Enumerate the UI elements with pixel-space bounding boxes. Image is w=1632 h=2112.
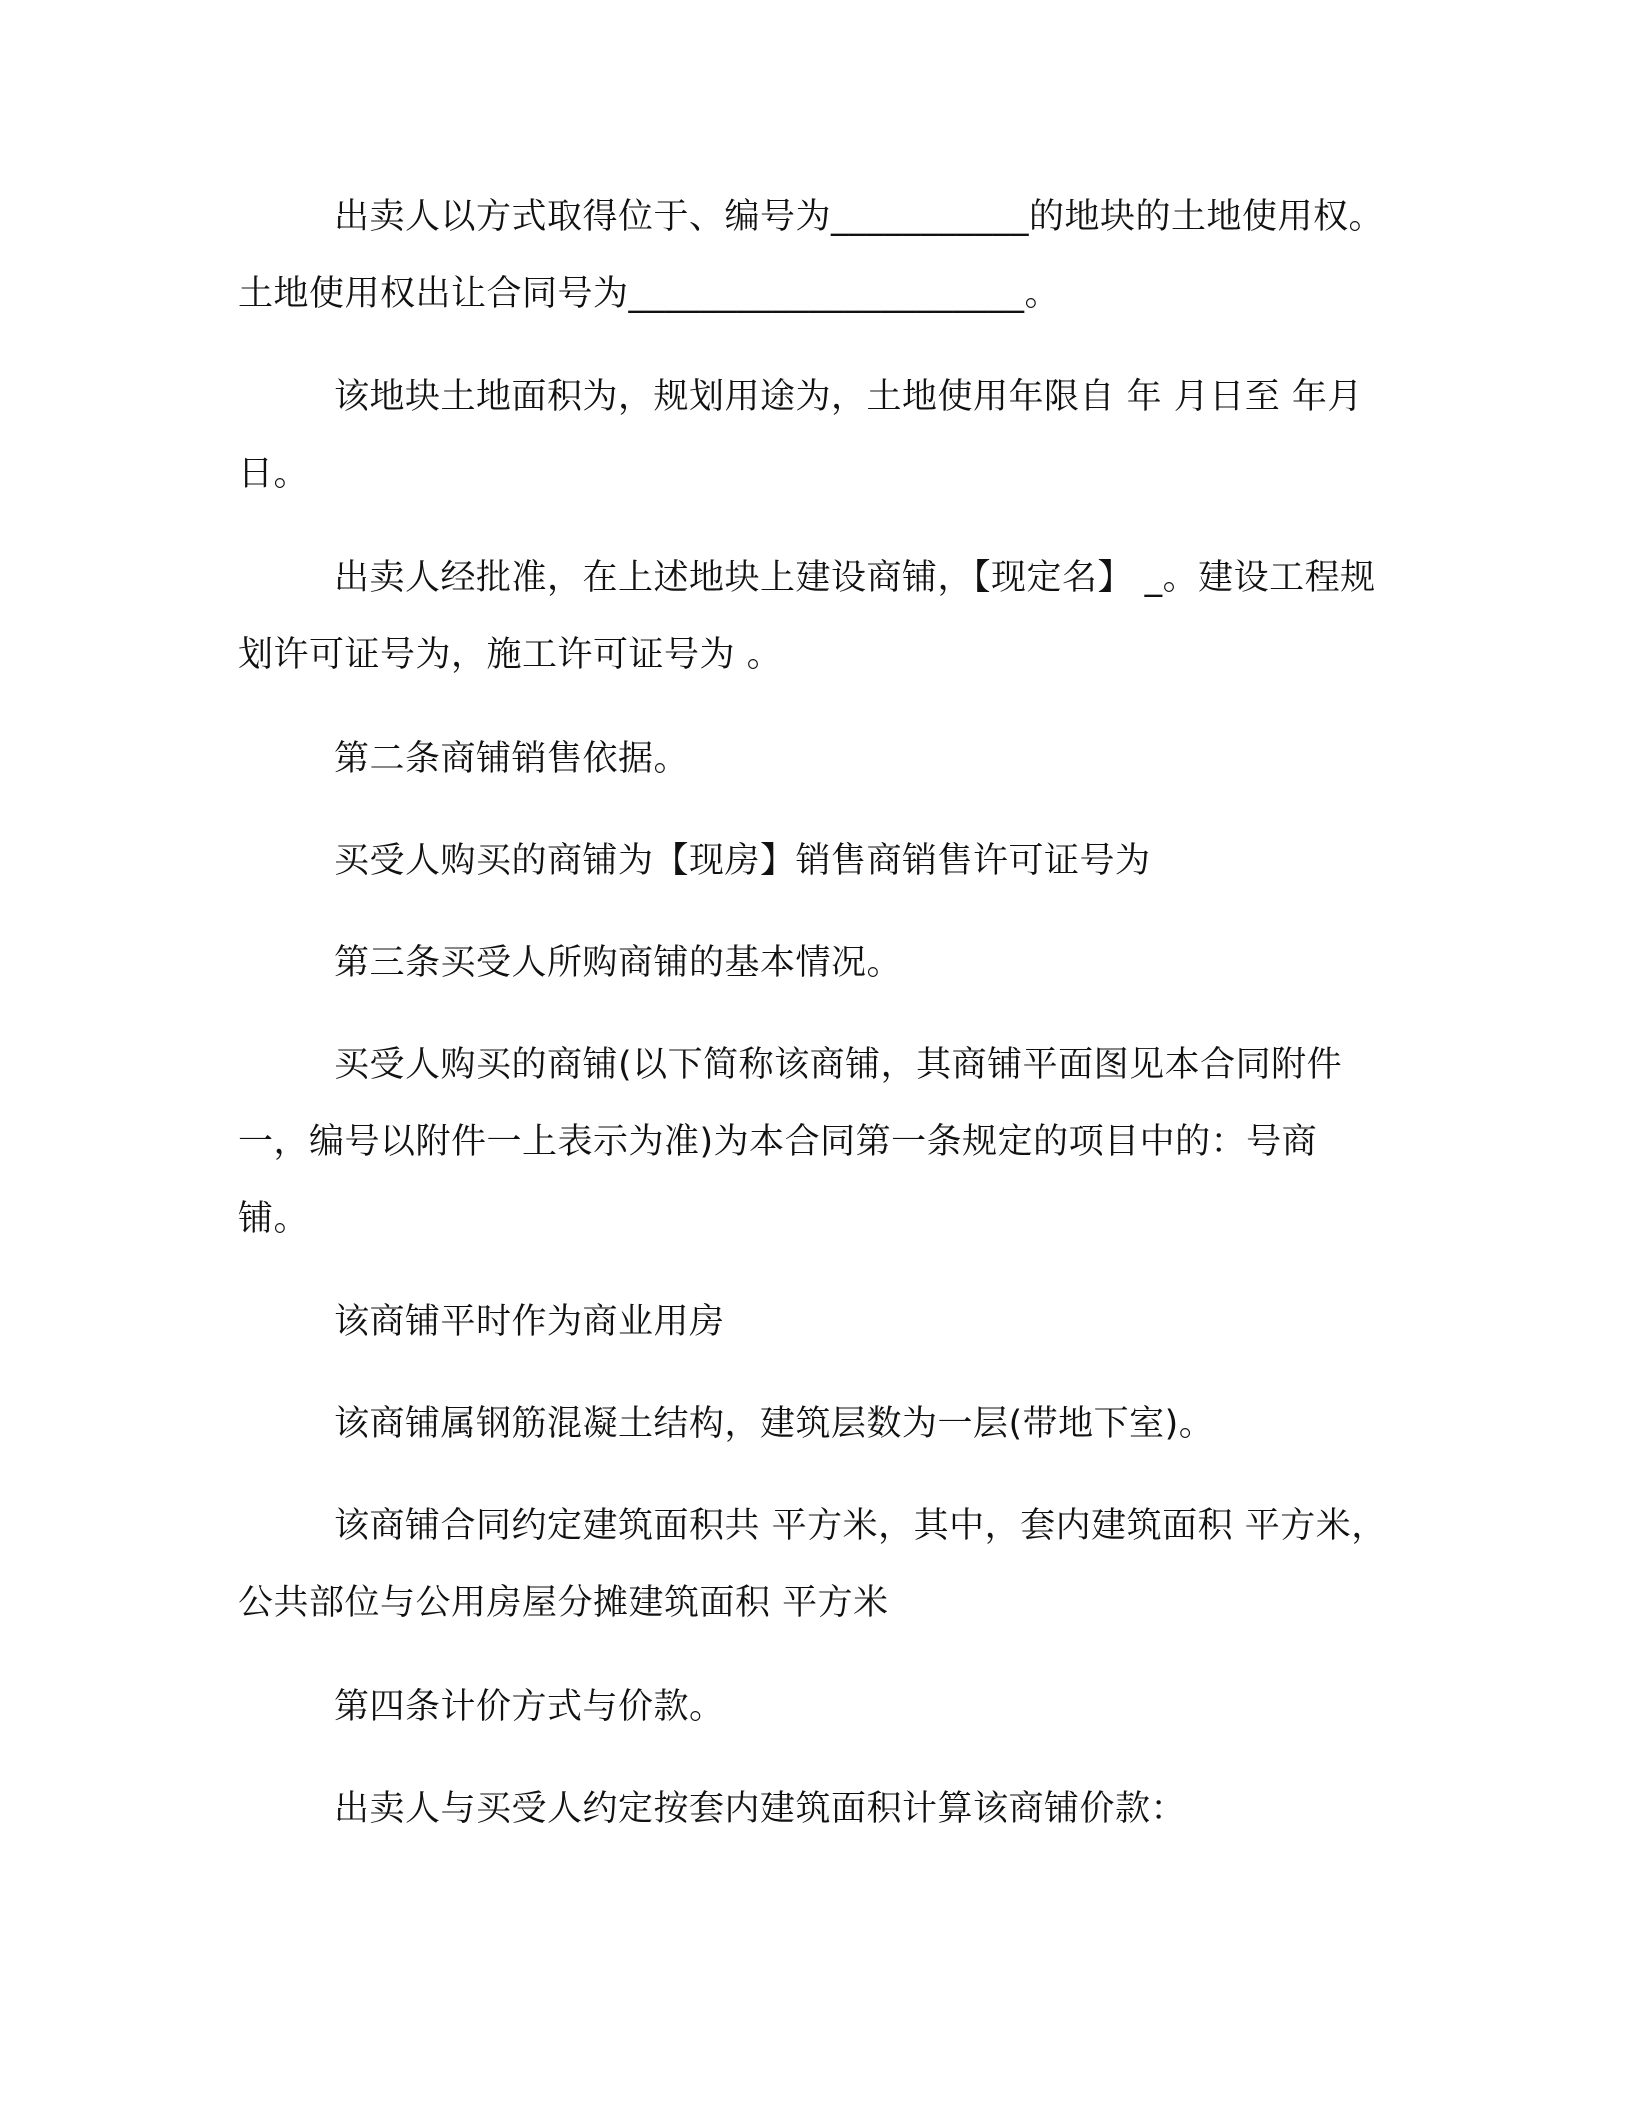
article-3-heading: 第三条买受人所购商铺的基本情况。 [334, 943, 903, 983]
paragraph-land-area: 该地块土地面积为，规划用途为，土地使用年限自 年 月日至 年月 日。 [238, 377, 1363, 494]
paragraph-shop-description: 买受人购买的商铺(以下简称该商铺，其商铺平面图见本合同附件一，编号以附件一上表示为准)为本合同第一条规定的项目中的：号商铺。 [238, 1045, 1343, 1239]
paragraph-shop-usage: 该商铺平时作为商业用房 [334, 1302, 725, 1342]
paragraph-sales-permit: 买受人购买的商铺为【现房】销售商销售许可证号为 [334, 841, 1151, 881]
paragraph-pricing: 出卖人与买受人约定按套内建筑面积计算该商铺价款： [334, 1789, 1187, 1829]
paragraph-land-use-right: 出卖人以方式取得位于、编号为___________的地块的土地使用权。土地使用权出让合同号为______________________。 [238, 197, 1385, 314]
article-2-heading: 第二条商铺销售依据。 [334, 739, 690, 779]
paragraph-construction-permit: 出卖人经批准，在上述地块上建设商铺，【现定名】 _。建设工程规划许可证号为，施工许可证号为 。 [238, 558, 1376, 675]
paragraph-floor-area: 该商铺合同约定建筑面积共 平方米，其中，套内建筑面积 平方米，公共部位与公用房屋分摊建筑面积 平方米 [238, 1506, 1387, 1623]
paragraph-structure: 该商铺属钢筋混凝土结构，建筑层数为一层(带地下室)。 [334, 1404, 1215, 1444]
article-4-heading: 第四条计价方式与价款。 [334, 1687, 725, 1727]
